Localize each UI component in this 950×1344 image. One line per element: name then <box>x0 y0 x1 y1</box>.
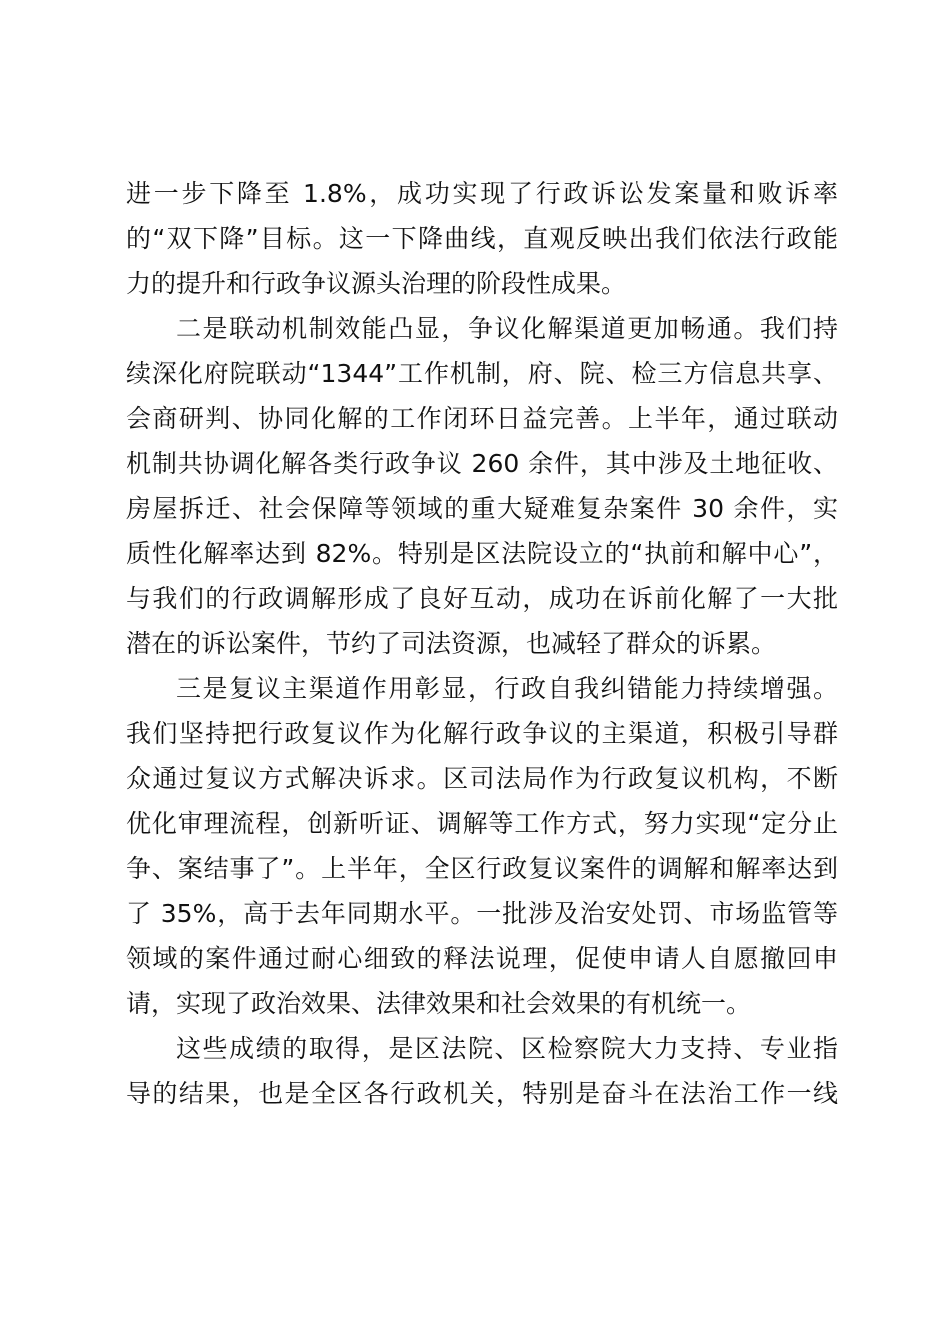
text-line: 争、案结事了”。上半年，全区行政复议案件的调解和解率达到 <box>126 854 838 883</box>
text-line: 力的提升和行政争议源头治理的阶段性成果。 <box>126 269 627 298</box>
text-line: 会商研判、协同化解的工作闭环日益完善。上半年，通过联动 <box>126 404 838 433</box>
text-line: 续深化府院联动“1344”工作机制，府、院、检三方信息共享、 <box>126 359 838 388</box>
text-line: 的“双下降”目标。这一下降曲线，直观反映出我们依法行政能 <box>126 224 838 253</box>
text-line: 导的结果，也是全区各行政机关，特别是奋斗在法治工作一线 <box>126 1079 838 1108</box>
text-line: 优化审理流程，创新听证、调解等工作方式，努力实现“定分止 <box>126 809 838 838</box>
paragraph-first-line: 这些成绩的取得，是区法院、区检察院大力支持、专业指 <box>176 1034 838 1063</box>
text-line: 机制共协调化解各类行政争议 260 余件，其中涉及土地征收、 <box>126 449 838 478</box>
paragraph-first-line: 二是联动机制效能凸显，争议化解渠道更加畅通。我们持 <box>176 314 838 343</box>
text-line: 领域的案件通过耐心细致的释法说理，促使申请人自愿撤回申 <box>126 944 838 973</box>
text-line: 质性化解率达到 82%。特别是区法院设立的“执前和解中心”， <box>126 539 838 568</box>
text-line: 潜在的诉讼案件，节约了司法资源，也减轻了群众的诉累。 <box>126 629 777 658</box>
document-body <box>126 171 838 1116</box>
text-line: 众通过复议方式解决诉求。区司法局作为行政复议机构，不断 <box>126 764 838 793</box>
text-line: 请，实现了政治效果、法律效果和社会效果的有机统一。 <box>126 989 752 1018</box>
text-line: 我们坚持把行政复议作为化解行政争议的主渠道，积极引导群 <box>126 719 838 748</box>
text-line: 了 35%，高于去年同期水平。一批涉及治安处罚、市场监管等 <box>126 899 838 928</box>
text-line: 房屋拆迁、社会保障等领域的重大疑难复杂案件 30 余件，实 <box>126 494 838 523</box>
text-line: 进一步下降至 1.8%，成功实现了行政诉讼发案量和败诉率 <box>126 179 838 208</box>
paragraph-first-line: 三是复议主渠道作用彰显，行政自我纠错能力持续增强。 <box>176 674 838 703</box>
text-line: 与我们的行政调解形成了良好互动，成功在诉前化解了一大批 <box>126 584 838 613</box>
